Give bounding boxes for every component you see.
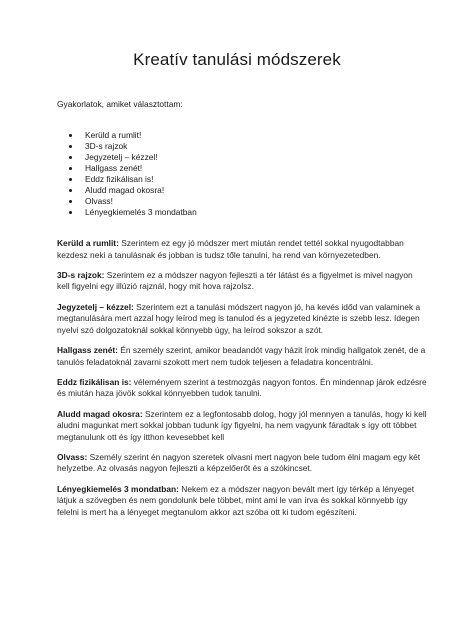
bullet-dot-icon [69,200,72,203]
bullet-dot-icon [69,178,72,181]
bullet-text: Aludd magad okosra! [85,185,165,195]
paragraph-lead: Hallgass zenét: [57,344,118,355]
paragraph-text: Nekem ez a módszer nagyon bevált mert így térkép a lényeget látjuk a szövegben és nem gondolunk bele többet, mint ami le van írva és sokkal könnyebb így felelni is mert ha a lényeget megtanulom akkor azt szóba ott ki tudom egészíteni. [57,483,415,517]
bullet-item [57,163,197,174]
bullet-dot-icon [69,211,72,214]
paragraph-text: Szerintem ez a legfontosabb dolog, hogy jól mennyen a tanulás, hogy ki kell aludni magunkat mert sokkal jobban tudunk így figyelni, ha nem vagyunk fáradtak s így ott többet megtanulunk ott és így itthon kevesebbet kell [57,408,427,442]
paragraph-text: Személy szerint én nagyon szeretek olvasni mert nagyon bele tudom élni magam egy két helyzetbe. Az olvasás nagyon fejleszti a képzelőerőt és a szókincset. [57,451,421,474]
paragraph-lead: Eddz fizikálisan is: [57,376,132,387]
paragraph-text: Szerintem ez egy jó módszer mert miután rendet tettél sokkal nyugodtabban kezdesz neki a tanulásnak és jobban is tudsz tőle tanulni, ha rend van környezetedben. [57,238,404,260]
bullet-text: Hallgass zenét! [85,163,143,173]
bullet-item [57,196,197,207]
bullet-item [57,152,197,163]
bullet-text: Olvass! [85,196,113,206]
bullet-item [57,141,197,152]
bullet-text: 3D-s rajzok [85,141,128,151]
paragraph-text: Szerintem ezt a tanulási módszert nagyon jó, ha kevés időd van valaminek a megtanulására mert azzal hogy leírod meg is tanulod és a jegyzeted kinézte is szebb lesz. Idegen nyelvi szó dolgozatoknál sokkal könnyebb úgy, ha leírod sokszor a szót. [57,301,421,335]
bullet-dot-icon [69,167,72,170]
paragraph-lead: 3D-s rajzok: [57,269,105,280]
paragraph [57,270,427,293]
bullet-text: Lényegkiemelés 3 mondatban [85,207,197,217]
bullet-item [57,130,197,141]
bullet-text: Jegyzetelj – kézzel! [85,152,158,162]
bullet-dot-icon [69,156,72,159]
paragraph [57,484,427,519]
bullet-dot-icon [69,145,72,148]
paragraph [57,452,427,475]
paragraph-lead: Aludd magad okosra: [57,408,143,419]
bullet-dot-icon [69,134,72,137]
paragraph [57,302,427,337]
paragraph-text: véleményem szerint a testmozgás nagyon fontos. Én mindennap járok edzésre és miután haza jövök sokkal könnyebben tudok tanulni. [57,376,427,399]
bullet-list [57,130,197,218]
paragraph-lead: Jegyzetelj – kézzel: [57,301,134,312]
bullet-item [57,174,197,185]
paragraph [57,377,427,400]
document-title: Kreatív tanulási módszerek [133,50,341,69]
paragraph-lead: Kerüld a rumlit: [57,238,119,248]
paragraph-text: Szerintem ez a módszer nagyon fejleszti a tér látást és a figyelmet is mivel nagyon kell figyelni egy illúzió rajznál, hogy mit hova rajzolsz. [57,269,413,292]
document-body [57,238,427,527]
intro-text: Gyakorlatok, amiket választottam: [57,99,183,109]
bullet-dot-icon [69,189,72,192]
paragraph-lead: Olvass: [57,451,88,462]
bullet-item [57,185,197,196]
paragraph [57,238,427,261]
paragraph-text: Én személy szerint, amikor beadandót vagy házit írok mindig hallgatok zenét, de a tanulós feladatoknál zavarni szokott mert nem tudok teljesen a feladatra koncentrálni. [57,344,426,367]
bullet-text: Kerüld a rumlit! [85,130,142,140]
paragraph-lead: Lényegkiemelés 3 mondatban: [57,483,179,494]
bullet-text: Eddz fizikálisan is! [85,174,154,184]
paragraph [57,409,427,444]
paragraph [57,345,427,368]
bullet-item [57,207,197,218]
